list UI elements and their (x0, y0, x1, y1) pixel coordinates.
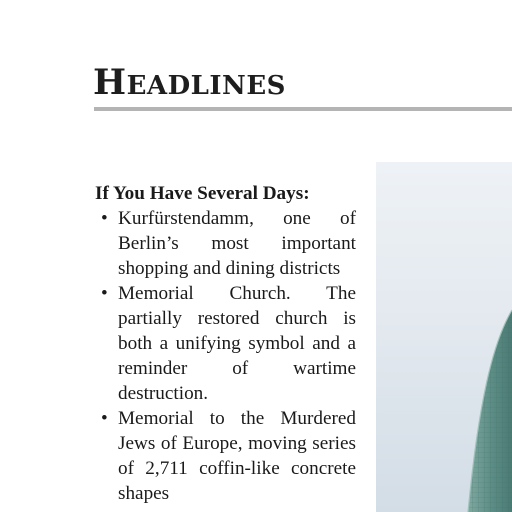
list-item: • Memorial Church. The partially restored church is both a unifying symbol and a reminder of wartime destruction. (95, 281, 356, 406)
list-item: • Memorial to the Murdered Jews of Europe, moving series of 2,711 coffin-like concrete shapes (95, 406, 356, 506)
list-item: • Kurfürstendamm, one of Berlin’s most important shopping and dining districts (95, 206, 356, 281)
section-heading-initial: H (93, 62, 127, 103)
headline-list (95, 206, 356, 506)
list-subheading: If You Have Several Days: (95, 183, 310, 204)
section-heading-rest: EADLINES (126, 71, 286, 101)
heading-rule (94, 107, 512, 111)
tower-photo (376, 162, 512, 512)
glass-tower-image (376, 162, 512, 512)
headlines-content (95, 181, 356, 506)
section-heading (93, 62, 286, 103)
